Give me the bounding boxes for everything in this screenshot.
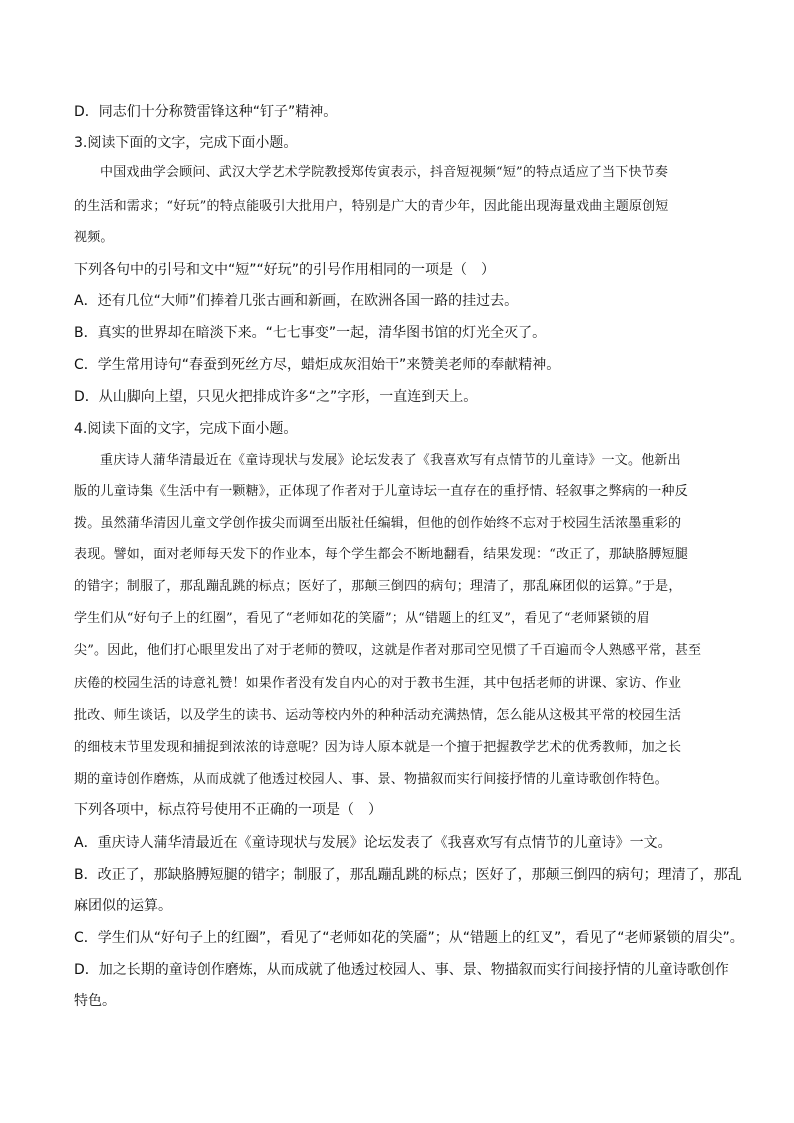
q4-passage-line: 版的儿童诗集《生活中有一颗糖》，正体现了作者对于儿童诗坛一直存在的重抒情、轻叙事之弊病的一种反 [74, 484, 688, 499]
q3-passage-line: 中国戏曲学会顾问、武汉大学艺术学院教授郑传寅表示，抖音短视频“短”的特点适应了当下快节奏 [100, 165, 669, 180]
q4-question: 下列各项中，标点符号使用不正确的一项是（ ） [74, 802, 382, 818]
q4-passage-line: 期的童诗创作磨炼，从而成就了他透过校园人、事、景、物描叙而实行间接抒情的儿童诗歌创作特色。 [74, 772, 669, 787]
q4-passage-line: 尖”。因此，他们打心眼里发出了对于老师的赞叹，这就是作者对那司空见惯了千百遍而令人熟感平常，甚至 [74, 643, 702, 658]
q4-option-d-line2: 特色。 [74, 993, 116, 1009]
q3-question: 下列各句中的引号和文中“短”“好玩”的引号作用相同的一项是（ ） [74, 262, 496, 278]
q3-passage-line: 视频。 [74, 230, 114, 245]
q4-heading: 4.阅读下面的文字，完成下面小题。 [74, 421, 298, 437]
q4-passage-line: 的错字；制服了，那乱蹦乱跳的标点；医好了，那颠三倒四的病句；理清了，那乱麻团似的运算。”于是， [74, 579, 682, 594]
q4-passage-line: 的细枝末节里发现和捕捉到浓浓的诗意呢？因为诗人原本就是一个擅于把握教学艺术的优秀教师，加之长 [74, 740, 682, 755]
q4-option-a: A．重庆诗人蒲华清最近在《童诗现状与发展》论坛发表了《我喜欢写有点情节的儿童诗》一文。 [74, 835, 672, 851]
q3-option-b: B．真实的世界却在暗淡下来。“七七事变”一起，清华图书馆的灯光全灭了。 [74, 325, 547, 341]
q3-passage-line: 的生活和需求；“好玩”的特点能吸引大批用户，特别是广大的青少年，因此能出现海量戏曲主题原创短 [74, 199, 669, 214]
q4-passage-line: 重庆诗人蒲华清最近在《童诗现状与发展》论坛发表了《我喜欢写有点情节的儿童诗》一文。他新出 [100, 453, 681, 468]
q4-passage-line: 批改、师生谈话，以及学生的读书、运动等校内外的种种活动充满热情，怎么能从这极其平常的校园生活 [74, 708, 682, 723]
q4-option-c: C．学生们从“好句子上的红圈”，看见了“老师如花的笑靥”；从“错题上的红叉”，看见了“老师紧锁的眉尖”。 [74, 930, 744, 946]
q3-option-a: A．还有几位“大师”们捧着几张古画和新画，在欧洲各国一路的挂过去。 [74, 293, 519, 309]
q4-option-d-line1: D．加之长期的童诗创作磨炼，从而成就了他透过校园人、事、景、物描叙而实行间接抒情的儿童诗歌创作 [74, 962, 729, 978]
q3-heading: 3.阅读下面的文字，完成下面小题。 [74, 135, 298, 151]
q4-option-b-line2: 麻团似的运算。 [74, 898, 172, 914]
q4-passage-line: 拨。虽然蒲华清因儿童文学创作拔尖而调至出版社任编辑，但他的创作始终不忘对于校园生活浓墨重彩的 [74, 516, 682, 531]
q3-option-d: D．从山脚向上望，只见火把排成许多“之”字形，一直连到天上。 [74, 389, 478, 405]
q4-passage-line: 表现。譬如，面对老师每天发下的作业本，每个学生都会不断地翻看，结果发现：“改正了，那缺胳膊短腿 [74, 547, 689, 562]
q2-option-d: D．同志们十分称赞雷锋这种“钉子”精神。 [74, 104, 338, 120]
q4-option-b-line1: B．改正了，那缺胳膊短腿的错字；制服了，那乱蹦乱跳的标点；医好了，那颠三倒四的病句；理清了，那乱 [74, 867, 742, 883]
q3-option-c: C．学生常用诗句“春蚕到死丝方尽，蜡炬成灰泪始干”来赞美老师的奉献精神。 [74, 357, 561, 373]
q4-passage-line: 学生们从“好句子上的红圈”，看见了“老师如花的笑靥”；从“错题上的红叉”，看见了“老师紧锁的眉 [74, 611, 650, 626]
q4-passage-line: 庆倦的校园生活的诗意礼赞！如果作者没有发自内心的对于教书生涯，其中包括老师的讲课、家访、作业 [74, 676, 682, 691]
